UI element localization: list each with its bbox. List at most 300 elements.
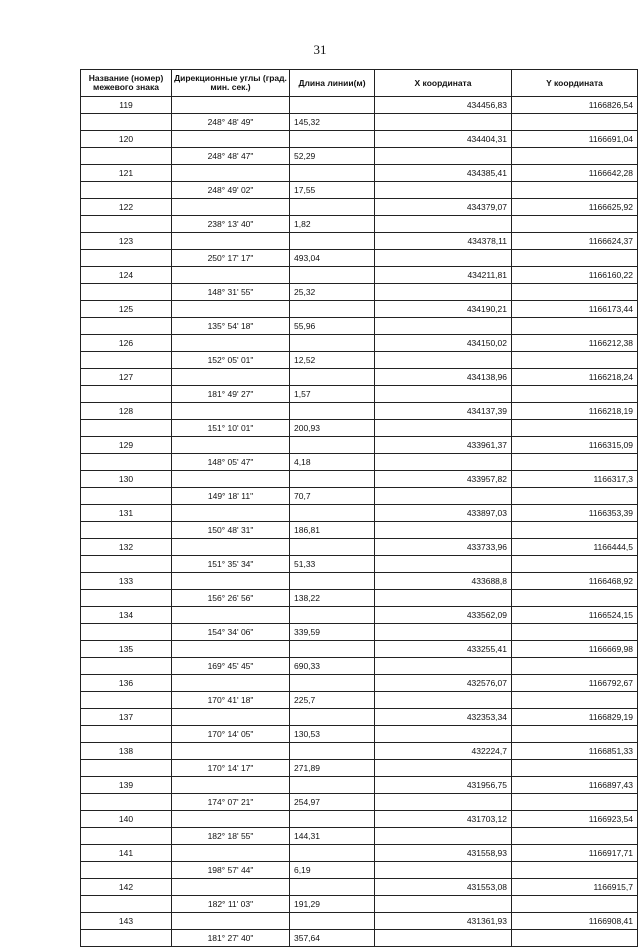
cell-angle (172, 641, 290, 658)
table-row (81, 114, 638, 131)
cell-y (512, 148, 638, 165)
cell-y (512, 250, 638, 267)
cell-angle: 152° 05' 01" (172, 352, 290, 369)
cell-length: 70,7 (290, 488, 375, 505)
cell-length (290, 199, 375, 216)
table-row (81, 845, 638, 862)
cell-name: 134 (81, 607, 172, 624)
cell-y (512, 862, 638, 879)
cell-y (512, 930, 638, 947)
cell-y (512, 590, 638, 607)
cell-x: 431558,93 (375, 845, 512, 862)
cell-angle (172, 709, 290, 726)
cell-y: 1166915,7 (512, 879, 638, 896)
table-row (81, 896, 638, 913)
cell-name (81, 794, 172, 811)
cell-y (512, 284, 638, 301)
cell-angle: 169° 45' 45" (172, 658, 290, 675)
cell-angle: 170° 14' 17" (172, 760, 290, 777)
cell-x (375, 352, 512, 369)
cell-name: 121 (81, 165, 172, 182)
cell-y (512, 828, 638, 845)
cell-name (81, 454, 172, 471)
cell-name (81, 318, 172, 335)
table-row (81, 301, 638, 318)
cell-name: 137 (81, 709, 172, 726)
cell-x: 433733,96 (375, 539, 512, 556)
cell-x: 434150,02 (375, 335, 512, 352)
table-row (81, 488, 638, 505)
cell-y: 1166524,15 (512, 607, 638, 624)
cell-name: 139 (81, 777, 172, 794)
cell-name: 129 (81, 437, 172, 454)
cell-y: 1166897,43 (512, 777, 638, 794)
cell-length (290, 301, 375, 318)
table-row (81, 199, 638, 216)
cell-name (81, 352, 172, 369)
cell-length (290, 369, 375, 386)
cell-x: 432576,07 (375, 675, 512, 692)
cell-x: 434379,07 (375, 199, 512, 216)
cell-name (81, 828, 172, 845)
cell-angle (172, 573, 290, 590)
cell-angle: 154° 34' 06" (172, 624, 290, 641)
cell-angle (172, 505, 290, 522)
cell-length: 52,29 (290, 148, 375, 165)
cell-x (375, 624, 512, 641)
cell-name: 132 (81, 539, 172, 556)
cell-length: 6,19 (290, 862, 375, 879)
cell-name: 125 (81, 301, 172, 318)
cell-y: 1166908,41 (512, 913, 638, 930)
cell-name: 136 (81, 675, 172, 692)
cell-x: 433255,41 (375, 641, 512, 658)
cell-y (512, 420, 638, 437)
cell-y (512, 624, 638, 641)
cell-length: 130,53 (290, 726, 375, 743)
cell-name: 124 (81, 267, 172, 284)
cell-x: 432353,34 (375, 709, 512, 726)
cell-angle (172, 335, 290, 352)
table-row (81, 607, 638, 624)
cell-name (81, 930, 172, 947)
cell-angle: 248° 49' 02" (172, 182, 290, 199)
cell-angle (172, 913, 290, 930)
cell-x (375, 658, 512, 675)
cell-name (81, 522, 172, 539)
cell-y (512, 318, 638, 335)
cell-y (512, 726, 638, 743)
cell-y: 1166826,54 (512, 97, 638, 114)
cell-x (375, 692, 512, 709)
cell-name: 141 (81, 845, 172, 862)
cell-name: 119 (81, 97, 172, 114)
cell-y: 1166468,92 (512, 573, 638, 590)
cell-length: 191,29 (290, 896, 375, 913)
cell-x (375, 318, 512, 335)
cell-x: 433957,82 (375, 471, 512, 488)
table-row (81, 471, 638, 488)
table-header-row (81, 70, 638, 97)
cell-angle: 238° 13' 40" (172, 216, 290, 233)
cell-y (512, 386, 638, 403)
cell-y: 1166792,67 (512, 675, 638, 692)
cell-length (290, 233, 375, 250)
cell-name (81, 896, 172, 913)
cell-x: 433562,09 (375, 607, 512, 624)
cell-name: 138 (81, 743, 172, 760)
cell-length: 25,32 (290, 284, 375, 301)
cell-length (290, 675, 375, 692)
cell-angle (172, 267, 290, 284)
table-row (81, 726, 638, 743)
cell-x (375, 284, 512, 301)
cell-name (81, 624, 172, 641)
table-row (81, 165, 638, 182)
table-row (81, 250, 638, 267)
cell-x (375, 828, 512, 845)
cell-angle: 150° 48' 31" (172, 522, 290, 539)
cell-length (290, 505, 375, 522)
cell-name (81, 148, 172, 165)
cell-y: 1166851,33 (512, 743, 638, 760)
cell-angle: 170° 14' 05" (172, 726, 290, 743)
cell-x (375, 896, 512, 913)
cell-x (375, 590, 512, 607)
cell-angle (172, 675, 290, 692)
cell-angle: 170° 41' 18" (172, 692, 290, 709)
cell-name (81, 658, 172, 675)
cell-length: 339,59 (290, 624, 375, 641)
cell-x: 434137,39 (375, 403, 512, 420)
table-row (81, 437, 638, 454)
cell-angle: 182° 18' 55" (172, 828, 290, 845)
cell-name: 123 (81, 233, 172, 250)
table-row (81, 182, 638, 199)
cell-angle: 248° 48' 49" (172, 114, 290, 131)
cell-name: 140 (81, 811, 172, 828)
cell-name: 126 (81, 335, 172, 352)
cell-x (375, 930, 512, 947)
cell-angle (172, 879, 290, 896)
cell-name (81, 488, 172, 505)
cell-x: 434211,81 (375, 267, 512, 284)
cell-length: 138,22 (290, 590, 375, 607)
table-row (81, 505, 638, 522)
cell-y (512, 522, 638, 539)
cell-length (290, 811, 375, 828)
cell-length: 1,82 (290, 216, 375, 233)
cell-name (81, 760, 172, 777)
table-row (81, 131, 638, 148)
table-row (81, 777, 638, 794)
table-row (81, 420, 638, 437)
cell-y (512, 114, 638, 131)
cell-x: 431703,12 (375, 811, 512, 828)
table-row (81, 743, 638, 760)
table-row (81, 386, 638, 403)
cell-length: 12,52 (290, 352, 375, 369)
cell-length (290, 403, 375, 420)
cell-x (375, 182, 512, 199)
cell-y: 1166624,37 (512, 233, 638, 250)
cell-y: 1166444,5 (512, 539, 638, 556)
table-row (81, 216, 638, 233)
cell-x: 434385,41 (375, 165, 512, 182)
cell-angle: 250° 17' 17" (172, 250, 290, 267)
cell-name (81, 284, 172, 301)
cell-y: 1166669,98 (512, 641, 638, 658)
table-row (81, 556, 638, 573)
cell-angle (172, 845, 290, 862)
cell-y (512, 488, 638, 505)
cell-angle (172, 777, 290, 794)
header-angle: Дирекционные углы (град. мин. сек.) (172, 70, 290, 97)
page-number: 31 (313, 42, 327, 57)
cell-x: 434404,31 (375, 131, 512, 148)
table-row (81, 675, 638, 692)
cell-angle: 198° 57' 44" (172, 862, 290, 879)
cell-x (375, 216, 512, 233)
cell-name (81, 590, 172, 607)
cell-name (81, 726, 172, 743)
cell-x: 431361,93 (375, 913, 512, 930)
cell-length: 357,64 (290, 930, 375, 947)
cell-x: 432224,7 (375, 743, 512, 760)
cell-length: 145,32 (290, 114, 375, 131)
cell-name: 143 (81, 913, 172, 930)
cell-length: 1,57 (290, 386, 375, 403)
cell-length: 200,93 (290, 420, 375, 437)
cell-angle (172, 97, 290, 114)
cell-name: 120 (81, 131, 172, 148)
cell-y: 1166315,09 (512, 437, 638, 454)
cell-y: 1166218,19 (512, 403, 638, 420)
cell-length (290, 335, 375, 352)
cell-x: 433688,8 (375, 573, 512, 590)
cell-y: 1166625,92 (512, 199, 638, 216)
cell-angle: 135° 54' 18" (172, 318, 290, 335)
cell-y (512, 556, 638, 573)
cell-length (290, 879, 375, 896)
table-row (81, 862, 638, 879)
cell-angle (172, 471, 290, 488)
table-row (81, 624, 638, 641)
cell-x (375, 760, 512, 777)
table-row (81, 233, 638, 250)
table-row (81, 352, 638, 369)
cell-length (290, 743, 375, 760)
cell-angle (172, 131, 290, 148)
table-row (81, 709, 638, 726)
cell-name (81, 386, 172, 403)
cell-name: 131 (81, 505, 172, 522)
table-row (81, 828, 638, 845)
table-row (81, 97, 638, 114)
cell-angle (172, 743, 290, 760)
table-row (81, 573, 638, 590)
cell-length (290, 437, 375, 454)
cell-name (81, 216, 172, 233)
cell-name: 127 (81, 369, 172, 386)
cell-angle (172, 301, 290, 318)
table-row (81, 335, 638, 352)
cell-y: 1166160,22 (512, 267, 638, 284)
cell-y: 1166173,44 (512, 301, 638, 318)
table-row (81, 522, 638, 539)
cell-length (290, 913, 375, 930)
cell-angle: 149° 18' 11" (172, 488, 290, 505)
table-row (81, 811, 638, 828)
cell-x (375, 556, 512, 573)
table-row (81, 879, 638, 896)
cell-x (375, 726, 512, 743)
cell-length: 254,97 (290, 794, 375, 811)
table-row (81, 692, 638, 709)
table-row (81, 284, 638, 301)
cell-length (290, 709, 375, 726)
cell-x (375, 794, 512, 811)
cell-angle: 174° 07' 21" (172, 794, 290, 811)
table-row (81, 760, 638, 777)
cell-y (512, 216, 638, 233)
header-x: X координата (375, 70, 512, 97)
cell-angle: 182° 11' 03" (172, 896, 290, 913)
cell-name (81, 250, 172, 267)
cell-x: 434190,21 (375, 301, 512, 318)
cell-length: 144,31 (290, 828, 375, 845)
cell-angle: 248° 48' 47" (172, 148, 290, 165)
cell-name: 133 (81, 573, 172, 590)
table-row (81, 148, 638, 165)
cell-name (81, 556, 172, 573)
cell-y: 1166917,71 (512, 845, 638, 862)
cell-angle (172, 437, 290, 454)
cell-name: 142 (81, 879, 172, 896)
cell-length (290, 267, 375, 284)
cell-length (290, 641, 375, 658)
cell-length: 55,96 (290, 318, 375, 335)
cell-length (290, 573, 375, 590)
header-y: Y координата (512, 70, 638, 97)
cell-y (512, 182, 638, 199)
cell-x: 434456,83 (375, 97, 512, 114)
cell-x (375, 250, 512, 267)
cell-angle (172, 607, 290, 624)
cell-angle (172, 539, 290, 556)
table-row (81, 403, 638, 420)
table-body (81, 97, 638, 947)
cell-y (512, 454, 638, 471)
cell-name (81, 420, 172, 437)
header-name: Название (номер) межевого знака (81, 70, 172, 97)
cell-name (81, 182, 172, 199)
table-row (81, 539, 638, 556)
cell-y (512, 658, 638, 675)
cell-y: 1166212,38 (512, 335, 638, 352)
cell-angle (172, 403, 290, 420)
cell-x (375, 114, 512, 131)
cell-name (81, 862, 172, 879)
cell-x (375, 420, 512, 437)
cell-name: 122 (81, 199, 172, 216)
cell-length: 17,55 (290, 182, 375, 199)
cell-y (512, 760, 638, 777)
cell-y: 1166829,19 (512, 709, 638, 726)
cell-angle: 156° 26' 56" (172, 590, 290, 607)
cell-length: 51,33 (290, 556, 375, 573)
cell-length (290, 97, 375, 114)
table-row (81, 794, 638, 811)
table-row (81, 454, 638, 471)
cell-y (512, 352, 638, 369)
cell-x: 431553,08 (375, 879, 512, 896)
cell-name: 135 (81, 641, 172, 658)
cell-angle (172, 165, 290, 182)
coordinates-table (80, 69, 638, 947)
cell-y: 1166642,28 (512, 165, 638, 182)
cell-length: 186,81 (290, 522, 375, 539)
cell-length (290, 471, 375, 488)
cell-angle (172, 811, 290, 828)
cell-angle: 148° 31' 55" (172, 284, 290, 301)
cell-length (290, 845, 375, 862)
cell-length (290, 131, 375, 148)
cell-y (512, 896, 638, 913)
cell-length: 4,18 (290, 454, 375, 471)
cell-length: 493,04 (290, 250, 375, 267)
cell-angle: 148° 05' 47" (172, 454, 290, 471)
cell-angle (172, 369, 290, 386)
table-row (81, 658, 638, 675)
cell-angle: 181° 27' 40" (172, 930, 290, 947)
cell-name (81, 114, 172, 131)
cell-y: 1166691,04 (512, 131, 638, 148)
cell-x: 433961,37 (375, 437, 512, 454)
cell-y: 1166317,3 (512, 471, 638, 488)
cell-angle (172, 199, 290, 216)
cell-name (81, 692, 172, 709)
table-row (81, 930, 638, 947)
cell-length (290, 165, 375, 182)
cell-y: 1166353,39 (512, 505, 638, 522)
cell-angle: 181° 49' 27" (172, 386, 290, 403)
cell-x: 431956,75 (375, 777, 512, 794)
cell-x: 434378,11 (375, 233, 512, 250)
cell-length (290, 607, 375, 624)
table-row (81, 641, 638, 658)
header-length: Длина линии(м) (290, 70, 375, 97)
cell-x (375, 148, 512, 165)
cell-x (375, 386, 512, 403)
cell-y (512, 794, 638, 811)
cell-name: 128 (81, 403, 172, 420)
cell-length: 271,89 (290, 760, 375, 777)
cell-length: 225,7 (290, 692, 375, 709)
table-row (81, 369, 638, 386)
cell-name: 130 (81, 471, 172, 488)
cell-length: 690,33 (290, 658, 375, 675)
table-row (81, 590, 638, 607)
cell-angle (172, 233, 290, 250)
cell-y: 1166923,54 (512, 811, 638, 828)
table-row (81, 318, 638, 335)
cell-y (512, 692, 638, 709)
cell-x (375, 862, 512, 879)
cell-x: 433897,03 (375, 505, 512, 522)
cell-x (375, 454, 512, 471)
table-row (81, 267, 638, 284)
